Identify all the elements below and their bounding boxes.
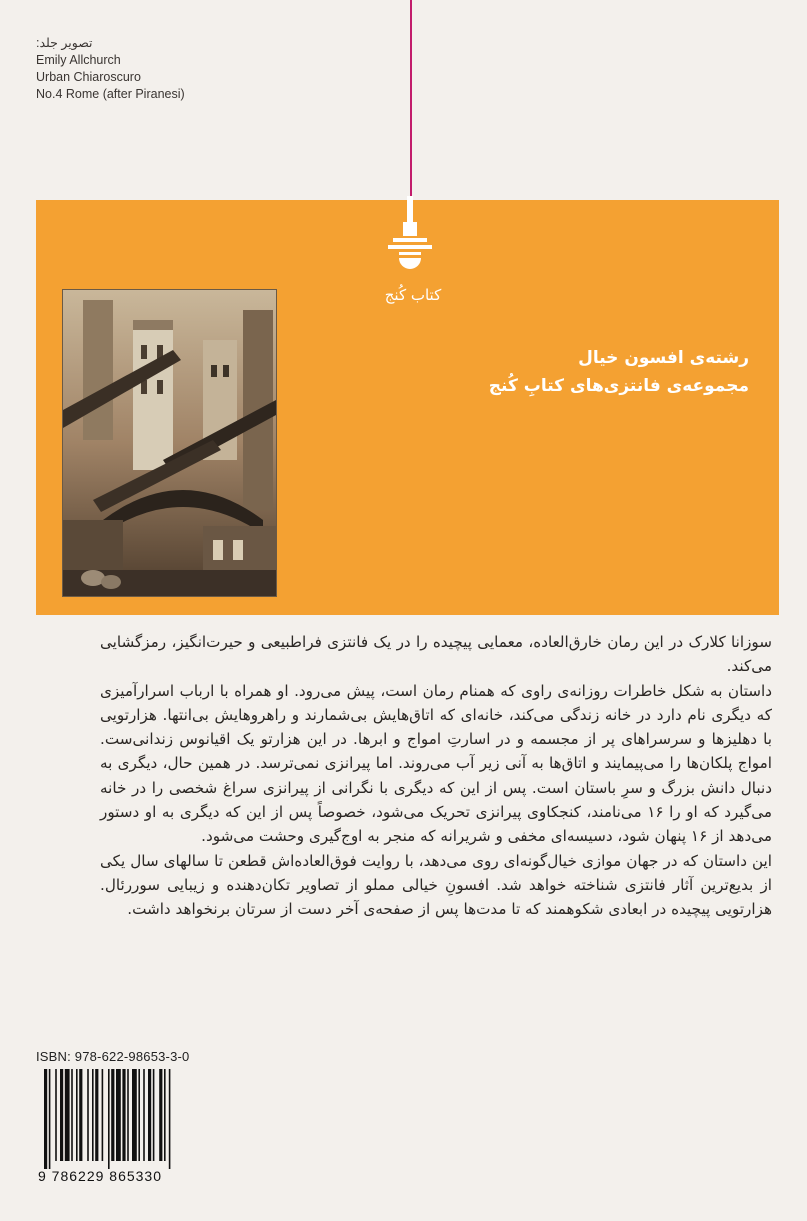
- barcode-bar: [92, 1069, 94, 1161]
- barcode-bar: [87, 1069, 89, 1161]
- credit-series: Urban Chiaroscuro: [36, 70, 141, 84]
- blurb-paragraph-1: سوزانا کلارک در این رمان خارق‌العاده، معمایی پیچیده را در یک فانتزی فراطبیعی و حیرت‌انگیز، رمزگشایی می‌کند.: [100, 633, 772, 676]
- barcode: [36, 1069, 230, 1183]
- credit-artist: Emily Allchurch: [36, 53, 121, 67]
- barcode-bar: [44, 1069, 47, 1169]
- barcode-bar: [164, 1069, 166, 1161]
- barcode-bar: [122, 1069, 125, 1161]
- barcode-number: 9 786229 865330: [38, 1168, 162, 1184]
- barcode-bar: [132, 1069, 137, 1161]
- barcode-icon: [36, 1069, 230, 1169]
- publisher-logo-text: کتاب کُنج: [384, 286, 442, 304]
- barcode-bar: [153, 1069, 155, 1161]
- back-cover-blurb: [100, 630, 772, 922]
- blurb-paragraph-3: این داستان که در جهان موازی خیال‌گونه‌ای روی می‌دهد، با روایت فوق‌العاده‌اش قطعن تا سالهای سال یکی از بدیع‌ترین آثار فانتزی شناخته خواهد شد. افسونِ خیالی مملو از تصاویر تکان‌دهنده و زیبایی سوررئال. هزارتویی پیچیده در ابعادی شکوهمند که تا مدت‌ها پس از صفحه‌ی آخر دست از سرتان برنخواهد داشت.: [100, 851, 772, 919]
- barcode-bar: [169, 1069, 171, 1169]
- barcode-bar: [71, 1069, 73, 1161]
- barcode-bar: [55, 1069, 57, 1161]
- series-title-line1: رشته‌ی افسون خیال: [578, 348, 749, 368]
- barcode-bar: [127, 1069, 129, 1161]
- barcode-bar: [159, 1069, 162, 1161]
- barcode-bar: [102, 1069, 104, 1161]
- barcode-bar: [138, 1069, 140, 1161]
- barcode-bar: [49, 1069, 51, 1169]
- credit-work: No.4 Rome (after Piranesi): [36, 87, 185, 101]
- barcode-bar: [148, 1069, 151, 1161]
- barcode-bar: [65, 1069, 70, 1161]
- cover-artwork: [62, 289, 277, 597]
- lamp-icon: [385, 196, 435, 282]
- series-title: [329, 344, 749, 400]
- isbn-text: ISBN: 978-622-98653-3-0: [36, 1049, 190, 1064]
- barcode-bar: [116, 1069, 121, 1161]
- barcode-bar: [60, 1069, 63, 1161]
- barcode-bar: [108, 1069, 110, 1169]
- barcode-bar: [143, 1069, 145, 1161]
- barcode-bar: [76, 1069, 78, 1161]
- barcode-bar: [95, 1069, 98, 1161]
- blurb-paragraph-2: داستان به شکل خاطرات روزانه‌ی راوی که همنام رمان است، پیش می‌رود. او همراه با ارباب اسرارآمیزی که دیگری نام دارد در خانه زندگی می‌کند، خانه‌ای که اتاق‌هایش بی‌شمارند و راهروهایش بی‌انتها. هزارتویی با دهلیزها و سرسراهای پر از مجسمه و در اسارتِ امواج و ابرها. در این هزارتو یک اقیانوس زندانی‌ست. امواج پلکان‌ها را می‌پیمایند و اتاق‌ها به آنی زیر آب می‌روند. اما پیرانزی نمی‌ترسد. در همین حال، دیگری به دنبال دانش بزرگ و سرِ باستان است. پس از این که دیگری با نگرانی از پیرانزی سراغ شخصی را در خانه می‌گیرد که او را ۱۶ می‌نامند، کنجکاوی پیرانزی تحریک می‌شود، خصوصاً پس از این که دیگری به او دستور می‌دهد از ۱۶ پنهان شود، دسیسه‌ای مخفی و شریرانه که منجر به اوج‌گیری وحشت می‌شود.: [100, 681, 772, 846]
- cover-credit: [36, 35, 236, 103]
- hanging-lamp-cord: [410, 0, 412, 196]
- barcode-bar: [79, 1069, 82, 1161]
- credit-label: تصویر جلد:: [36, 36, 93, 50]
- barcode-bar: [111, 1069, 114, 1161]
- series-title-line2: مجموعه‌ی فانتزی‌های کتابِ کُنج: [488, 376, 749, 396]
